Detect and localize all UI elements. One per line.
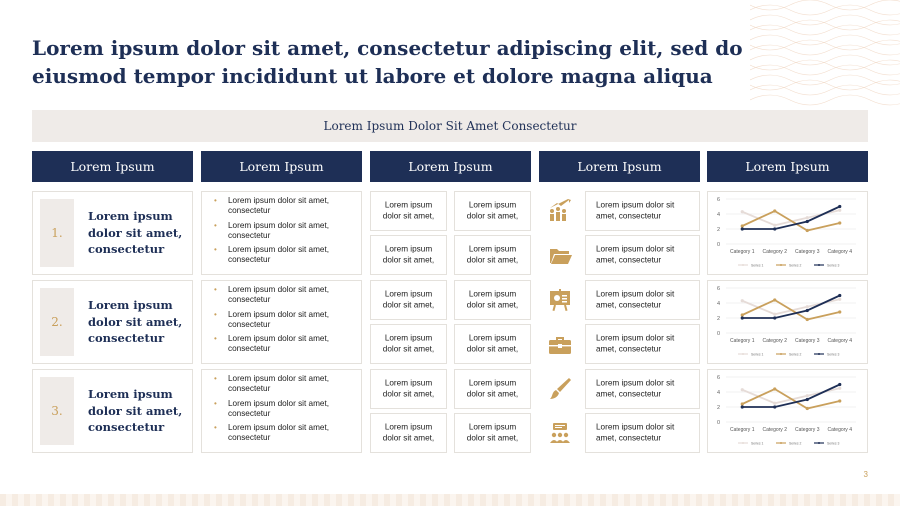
column-header: Lorem Ipsum (539, 151, 700, 182)
bullet-item: • Lorem ipsum dolor sit amet, consectetur (214, 196, 354, 216)
column-header: Lorem Ipsum (707, 151, 868, 182)
data-point (838, 294, 841, 297)
y-tick-label: 4 (716, 390, 720, 396)
legend-label: Series 1 (751, 441, 764, 446)
cell-text: Lorem ipsum dolor sit amet, (466, 378, 519, 398)
data-point (838, 383, 841, 386)
x-tick-label: Category 3 (795, 249, 820, 255)
data-point (806, 216, 809, 219)
x-tick-label: Category 1 (730, 427, 755, 433)
legend-label: Series 2 (789, 263, 802, 268)
data-point (741, 227, 744, 230)
chart-card (707, 369, 868, 453)
bullet-card (201, 191, 362, 275)
x-tick-label: Category 2 (762, 338, 787, 344)
folder-icon (541, 236, 579, 274)
row-number: 1. (40, 199, 74, 267)
column-header: Lorem Ipsum (370, 151, 531, 182)
data-point (773, 316, 776, 319)
data-point (741, 405, 744, 408)
icon-text: Lorem ipsum dolor sit amet, consectetur (596, 200, 675, 220)
x-tick-label: Category 2 (762, 427, 787, 433)
text-cell (370, 280, 447, 320)
column-header: Lorem Ipsum (201, 151, 362, 182)
column-1 (32, 151, 193, 182)
text-cell (454, 324, 531, 364)
line-chart (708, 370, 867, 452)
bullet-card (201, 369, 362, 453)
y-tick-label: 6 (716, 375, 720, 381)
column-3 (370, 151, 531, 182)
text-cell (370, 369, 447, 409)
text-cell (370, 324, 447, 364)
text-cell (454, 280, 531, 320)
icon-text-card (585, 280, 700, 320)
column-5 (707, 151, 868, 182)
bullet-item: • Lorem ipsum dolor sit amet, consectetur (214, 310, 354, 330)
bullet-item: • Lorem ipsum dolor sit amet, consectetur (214, 285, 354, 305)
cell-text: Lorem ipsum dolor sit amet, (466, 244, 519, 264)
page-number: 3 (863, 470, 868, 479)
legend-label: Series 2 (789, 352, 802, 357)
line-chart (708, 281, 867, 363)
y-tick-label: 0 (716, 242, 720, 248)
data-point (741, 313, 744, 316)
data-point (806, 318, 809, 321)
y-tick-label: 2 (716, 316, 720, 322)
legend-marker (742, 264, 744, 266)
data-point (773, 224, 776, 227)
data-point (806, 220, 809, 223)
x-tick-label: Category 1 (730, 338, 755, 344)
row-label-card (32, 369, 193, 453)
row-label-card (32, 280, 193, 364)
icon-text: Lorem ipsum dolor sit amet, consectetur (596, 333, 675, 353)
cell-text: Lorem ipsum dolor sit amet, (466, 422, 519, 442)
data-point (838, 205, 841, 208)
cell-text: Lorem ipsum dolor sit amet, (382, 244, 435, 264)
y-tick-label: 2 (716, 405, 720, 411)
data-point (806, 407, 809, 410)
cell-text: Lorem ipsum dolor sit amet, (382, 200, 435, 220)
data-point (773, 209, 776, 212)
text-cell (454, 369, 531, 409)
x-tick-label: Category 4 (827, 427, 852, 433)
page-title: Lorem ipsum dolor sit amet, consectetur adipiscing elit, sed do eiusmod tempor incididunt ut labore et dolore magna aliqua (32, 36, 743, 88)
data-point (806, 394, 809, 397)
legend-marker (818, 442, 820, 444)
chart-card (707, 191, 868, 275)
chart-card (707, 280, 868, 364)
row-label: Lorem ipsum dolor sit amet, consectetur (88, 209, 183, 256)
data-point (838, 399, 841, 402)
data-point (838, 209, 841, 212)
icon-text-card (585, 413, 700, 453)
x-tick-label: Category 4 (827, 338, 852, 344)
y-tick-label: 6 (716, 197, 720, 203)
column-header: Lorem Ipsum (32, 151, 193, 182)
data-point (741, 402, 744, 405)
growth-people-icon (541, 192, 579, 230)
data-point (741, 210, 744, 213)
text-cell (370, 413, 447, 453)
icon-text: Lorem ipsum dolor sit amet, consectetur (596, 289, 675, 309)
text-cell (370, 235, 447, 275)
decorative-bottom-band (0, 494, 900, 506)
legend-label: Series 1 (751, 352, 764, 357)
data-point (773, 227, 776, 230)
cell-text: Lorem ipsum dolor sit amet, (382, 422, 435, 442)
cell-text: Lorem ipsum dolor sit amet, (466, 200, 519, 220)
data-point (838, 310, 841, 313)
data-point (838, 298, 841, 301)
data-point (773, 298, 776, 301)
column-4 (539, 151, 700, 182)
icon-text-card (585, 235, 700, 275)
y-tick-label: 4 (716, 212, 720, 218)
row-label-card (32, 191, 193, 275)
data-point (806, 305, 809, 308)
y-tick-label: 6 (716, 286, 720, 292)
team-meeting-icon (541, 414, 579, 452)
icon-text: Lorem ipsum dolor sit amet, consectetur (596, 244, 675, 264)
section-banner: Lorem Ipsum Dolor Sit Amet Consectetur (32, 110, 868, 142)
data-point (806, 309, 809, 312)
y-tick-label: 2 (716, 227, 720, 233)
legend-label: Series 1 (751, 263, 764, 268)
data-point (741, 224, 744, 227)
data-point (806, 229, 809, 232)
data-point (773, 313, 776, 316)
row-number: 2. (40, 288, 74, 356)
bullet-item: • Lorem ipsum dolor sit amet, consectetur (214, 245, 354, 265)
legend-label: Series 3 (827, 352, 840, 357)
row-label: Lorem ipsum dolor sit amet, consectetur (88, 387, 183, 434)
data-point (806, 398, 809, 401)
legend-marker (780, 353, 782, 355)
y-tick-label: 0 (716, 331, 720, 337)
legend-label: Series 3 (827, 441, 840, 446)
bullet-item: • Lorem ipsum dolor sit amet, consectetur (214, 423, 354, 443)
legend-label: Series 2 (789, 441, 802, 446)
legend-marker (742, 442, 744, 444)
data-point (741, 316, 744, 319)
icon-text-card (585, 324, 700, 364)
text-cell (370, 191, 447, 231)
icon-text-card (585, 369, 700, 409)
cell-text: Lorem ipsum dolor sit amet, (466, 333, 519, 353)
bullet-item: • Lorem ipsum dolor sit amet, consectetur (214, 399, 354, 419)
data-point (773, 387, 776, 390)
x-tick-label: Category 3 (795, 427, 820, 433)
line-chart (708, 192, 867, 274)
x-tick-label: Category 3 (795, 338, 820, 344)
text-cell (454, 235, 531, 275)
row-label: Lorem ipsum dolor sit amet, consectetur (88, 298, 183, 345)
icon-text: Lorem ipsum dolor sit amet, consectetur (596, 378, 675, 398)
y-tick-label: 0 (716, 420, 720, 426)
legend-marker (780, 442, 782, 444)
x-tick-label: Category 4 (827, 249, 852, 255)
x-tick-label: Category 1 (730, 249, 755, 255)
data-point (773, 402, 776, 405)
briefcase-icon (541, 325, 579, 363)
bullet-item: • Lorem ipsum dolor sit amet, consectetur (214, 334, 354, 354)
cell-text: Lorem ipsum dolor sit amet, (382, 289, 435, 309)
legend-marker (742, 353, 744, 355)
cell-text: Lorem ipsum dolor sit amet, (382, 378, 435, 398)
x-tick-label: Category 2 (762, 249, 787, 255)
row-number: 3. (40, 377, 74, 445)
bullet-card (201, 280, 362, 364)
paint-brush-icon (541, 370, 579, 408)
legend-marker (780, 264, 782, 266)
column-2 (201, 151, 362, 182)
data-point (741, 388, 744, 391)
bullet-item: • Lorem ipsum dolor sit amet, consectetur (214, 374, 354, 394)
cell-text: Lorem ipsum dolor sit amet, (382, 333, 435, 353)
icon-text: Lorem ipsum dolor sit amet, consectetur (596, 422, 675, 442)
y-tick-label: 4 (716, 301, 720, 307)
icon-text-card (585, 191, 700, 231)
data-point (838, 387, 841, 390)
text-cell (454, 191, 531, 231)
presentation-board-icon (541, 281, 579, 319)
cell-text: Lorem ipsum dolor sit amet, (466, 289, 519, 309)
bullet-item: • Lorem ipsum dolor sit amet, consectetur (214, 221, 354, 241)
data-point (838, 221, 841, 224)
text-cell (454, 413, 531, 453)
data-point (773, 405, 776, 408)
legend-marker (818, 264, 820, 266)
data-point (741, 299, 744, 302)
legend-marker (818, 353, 820, 355)
legend-label: Series 3 (827, 263, 840, 268)
